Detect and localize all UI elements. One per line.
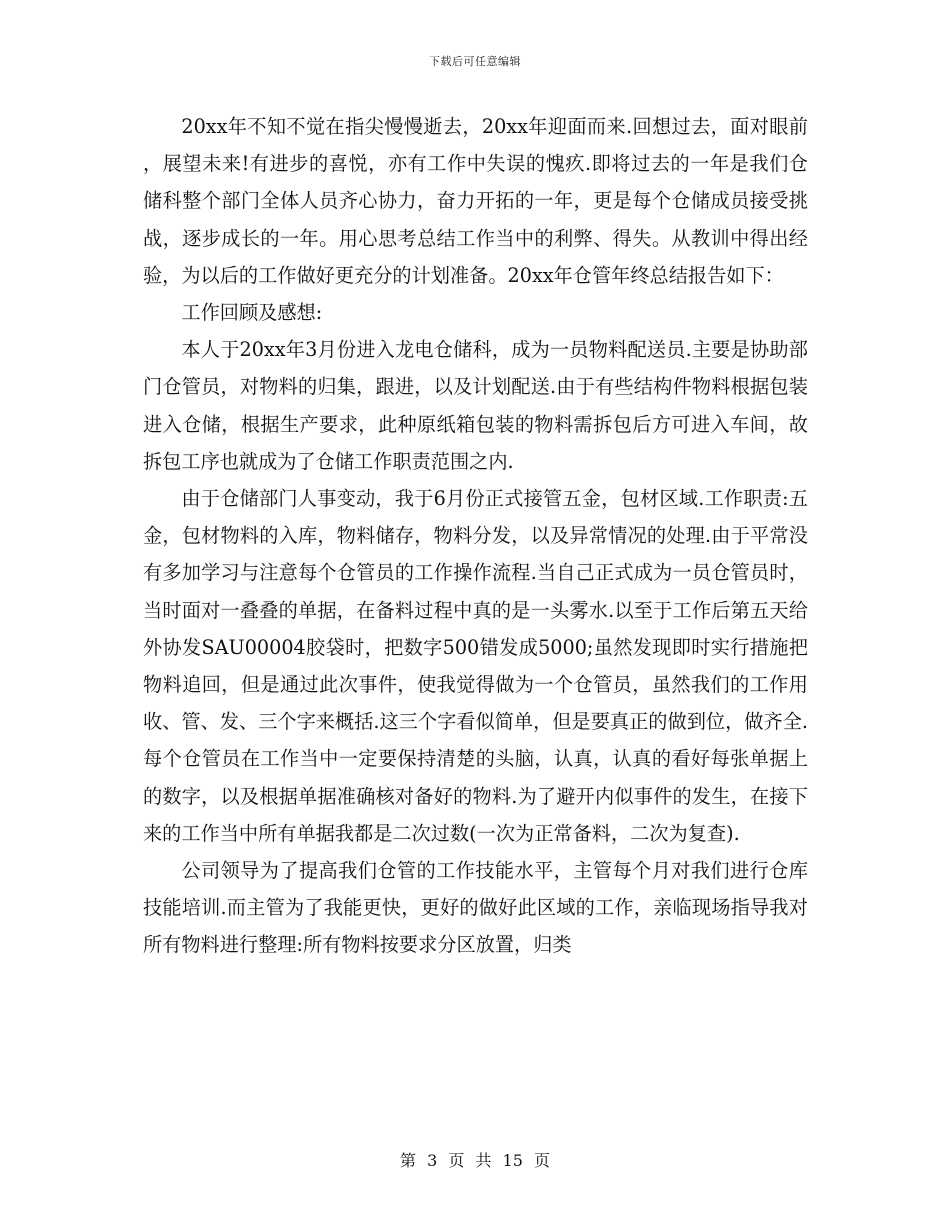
page-header: 下载后可任意编辑 — [429, 55, 521, 68]
page-footer-page-number: 第 3 页 共 15 页 — [400, 1151, 550, 1170]
document-body — [143, 108, 808, 964]
paragraph-march-role: 本人于20xx年3月份进入龙电仓储科，成为一员物料配送员.主要是协助部门仓管员，对物料的归集，跟进，以及计划配送.由于有些结构件物料根据包装进入仓储，根据生产要求，此种原纸箱包装的物料需拆包后方可进入车间，故拆包工序也就成为了仓储工作职责范围之内. — [143, 338, 808, 473]
paragraph-intro: 20xx年不知不觉在指尖慢慢逝去，20xx年迎面而来.回想过去，面对眼前，展望未来!有进步的喜悦，亦有工作中失误的愧疚.即将过去的一年是我们仓储科整个部门全体人员齐心协力，奋力开拓的一年，更是每个仓储成员接受挑战，逐步成长的一年。用心思考总结工作当中的利弊、得失。从教训中得出经验，为以后的工作做好更充分的计划准备。20xx年仓管年终总结报告如下： — [143, 115, 808, 287]
paragraph-training: 公司领导为了提高我们仓管的工作技能水平，主管每个月对我们进行仓库技能培训.而主管为了我能更快，更好的做好此区域的工作，亲临现场指导我对所有物料进行整理:所有物料按要求分区放置，归类 — [143, 859, 808, 957]
paragraph-june-takeover: 由于仓储部门人事变动，我于6月份正式接管五金，包材区域.工作职责:五金，包材物料的入库，物料储存，物料分发，以及异常情况的处理.由于平常没有多加学习与注意每个仓管员的工作操作流程.当自己正式成为一员仓管员时，当时面对一叠叠的单据，在备料过程中真的是一头雾水.以至于工作后第五天给外协发SAU00004胶袋时，把数字500错发成5000;虽然发现即时实行措施把物料追回，但是通过此次事件，使我觉得做为一个仓管员，虽然我们的工作用收、管、发、三个字来概括.这三个字看似简单，但是要真正的做到位，做齐全.每个仓管员在工作当中一定要保持清楚的头脑，认真，认真的看好每张单据上的数字，以及根据单据准确核对备好的物料.为了避开内似事件的发生，在接下来的工作当中所有单据我都是二次过数(一次为正常备料，二次为复查). — [143, 487, 808, 845]
paragraph-section-heading: 工作回顾及感想: — [181, 301, 323, 325]
